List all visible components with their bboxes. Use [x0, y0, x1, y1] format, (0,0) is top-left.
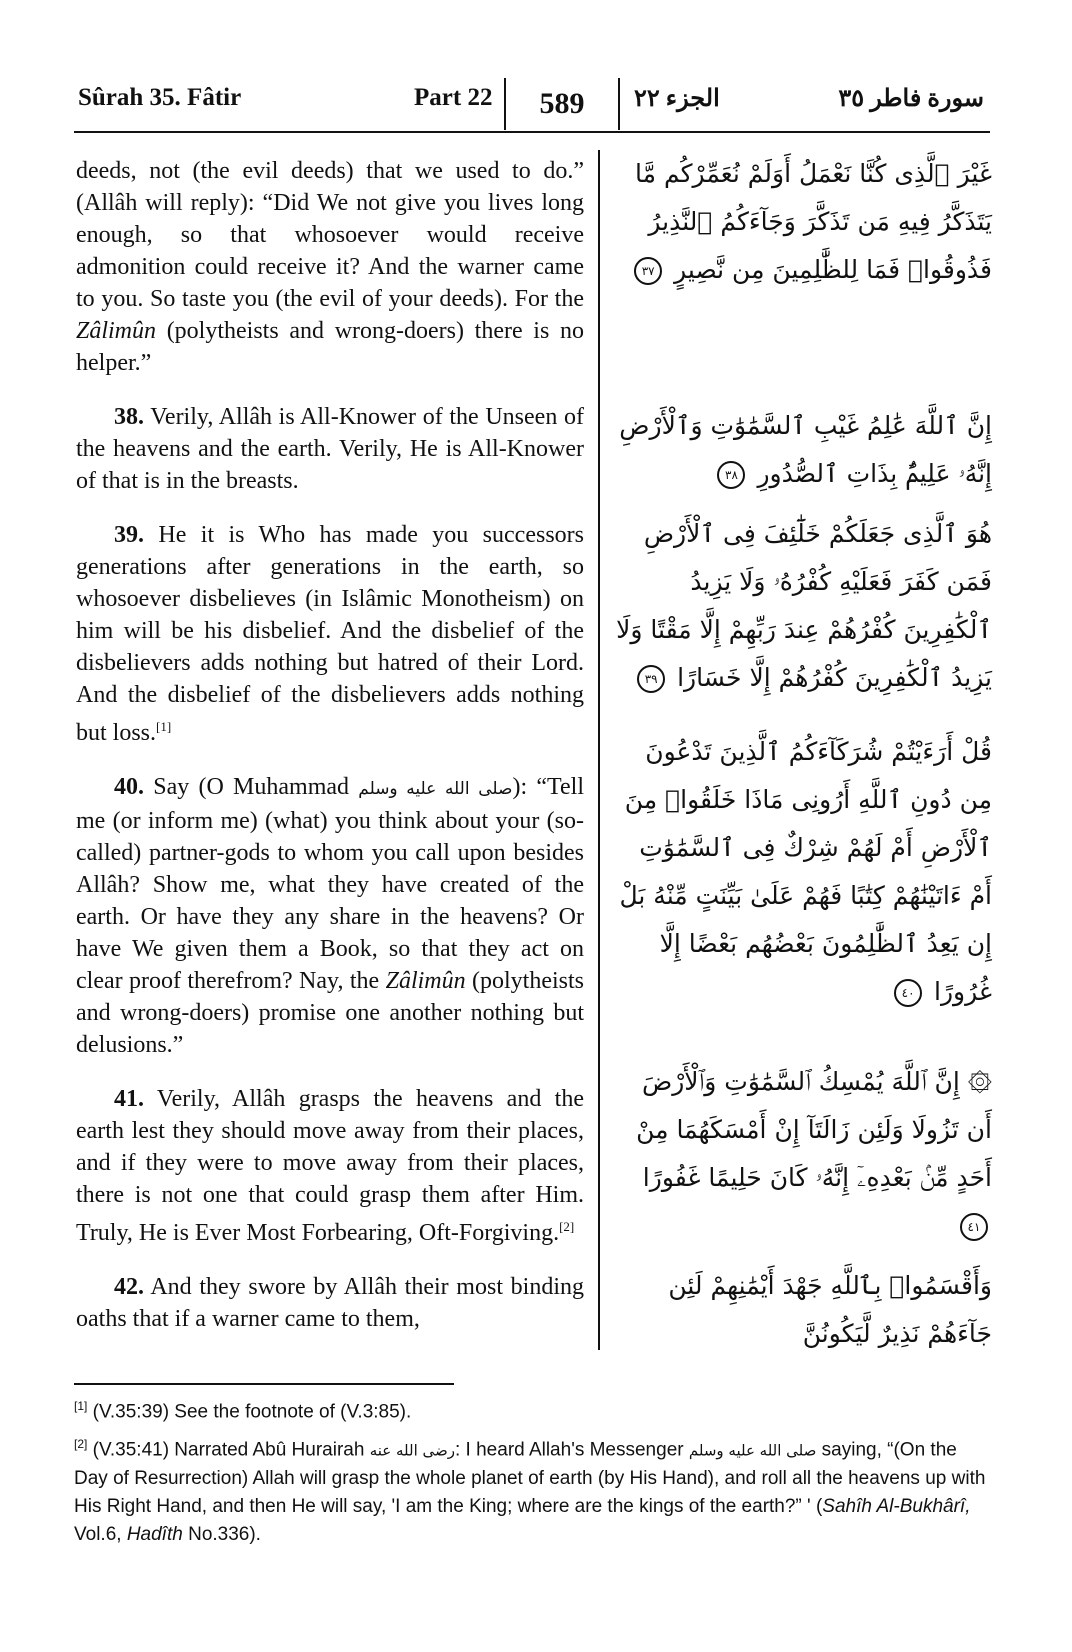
- arabic-verse-37: غَيْرَ ٱلَّذِى كُنَّا نَعْمَلُ أَوَلَمْ نُعَمِّرْكُم مَّا يَتَذَكَّرُ فِيهِ مَن تَذَكَّرَ وَجَآءَكُمُ ٱلنَّذِيرُ فَذُوقُوا۟ فَمَا لِلظَّٰلِمِينَ مِن نَّصِيرٍ ٣٧: [635, 159, 992, 284]
- footnote-2: [2] (V.35:41) Narrated Abû Hurairah رضى الله عنه: I heard Allah's Messenger صلى الله عليه وسلم saying, “(On the Day of Resurrection) Allah will grasp the whole planet of earth (by His Hand), and roll all the heavens up with His Right Hand, and then He will say, 'I am the King; where are the kings of the earth?” ' (Sahîh Al-Bukhârî, Vol.6, Hadîth No.336).: [74, 1437, 986, 1545]
- footnote-ref-1: [1]: [156, 719, 172, 734]
- footnote-rule: [74, 1383, 454, 1385]
- verse-42: 42. And they swore by Allâh their most binding oaths that if a warner came to them,: [76, 1274, 584, 1332]
- arabic-verse-38: إِنَّ ٱللَّهَ عَٰلِمُ غَيْبِ ٱلسَّمَٰوَٰتِ وَٱلْأَرْضِ إِنَّهُۥ عَلِيمٌۢ بِذَاتِ ٱلصُّدُورِ ٣٨: [619, 411, 992, 488]
- verse-38: 38. Verily, Allâh is All-Knower of the Unseen of the heavens and the earth. Verily, He is All-Knower of that is in the breasts.: [76, 404, 584, 494]
- verse-37-continued: deeds, not (the evil deeds) that we used to do.” (Allâh will reply): “Did We not give you lives long enough, so that whosoever would receive admonition could receive it? And the warner came to you. So taste you (the evil of your deeds). For the Zâlimûn (polytheists and wrong-doers) there is no helper.”: [76, 158, 584, 376]
- salawat-ar: صلى الله عليه وسلم: [358, 779, 513, 799]
- part-label-en: Part 22: [414, 84, 493, 111]
- juz-label-ar: الجزء ٢٢: [634, 86, 720, 112]
- page-header: [74, 78, 990, 130]
- header-rule: [74, 131, 990, 133]
- footnotes: [74, 1392, 990, 1553]
- verse-39: 39. He it is Who has made you successors generations after generations in the earth, so whosoever disbelieves (in Islâmic Monotheism) on him will be his disbelief. And the disbelief of the disbelievers adds nothing but hatred of their Lord. And the disbelief of the disbelievers adds nothing but loss.[1]: [76, 522, 584, 746]
- ayah-end-marker: ٤١: [960, 1213, 988, 1241]
- page-number: 589: [539, 87, 585, 120]
- arabic-verse-41: ۞ إِنَّ ٱللَّهَ يُمْسِكُ ٱلسَّمَٰوَٰتِ وَٱلْأَرْضَ أَن تَزُولَا وَلَئِن زَالَتَآ إِنْ أَمْسَكَهُمَا مِنْ أَحَدٍ مِّنۢ بَعْدِهِۦٓ إِنَّهُۥ كَانَ حَلِيمًا غَفُورًا ٤١: [614, 1058, 992, 1250]
- surah-title-ar: سورة فاطر ٣٥: [838, 86, 984, 112]
- verse-41: 41. Verily, Allâh grasps the heavens and the earth lest they should move away from their places, and if they were to move away from their places, there is not one that could grasp them after Him. Truly, He is Ever Most Forbearing, Oft-Forgiving.[2]: [76, 1086, 584, 1246]
- surah-title-en: Sûrah 35. Fâtir: [78, 84, 242, 111]
- page-number-box: [504, 78, 620, 130]
- ayah-end-marker: ٤٠: [894, 979, 922, 1007]
- ayah-end-marker: ٣٧: [634, 257, 662, 285]
- ayah-end-marker: ٣٨: [717, 461, 745, 489]
- english-translation: [76, 155, 584, 1357]
- footnote-ref-2: [2]: [559, 1219, 575, 1234]
- ayah-end-marker: ٣٩: [637, 665, 665, 693]
- arabic-verse-40: قُلْ أَرَءَيْتُمْ شُرَكَآءَكُمُ ٱلَّذِينَ تَدْعُونَ مِن دُونِ ٱللَّهِ أَرُونِى مَاذَا خَلَقُوا۟ مِنَ ٱلْأَرْضِ أَمْ لَهُمْ شِرْكٌ فِى ٱلسَّمَٰوَٰتِ أَمْ ءَاتَيْنَٰهُمْ كِتَٰبًا فَهُمْ عَلَىٰ بَيِّنَتٍ مِّنْهُ بَلْ إِن يَعِدُ ٱلظَّٰلِمُونَ بَعْضُهُم بَعْضًا إِلَّا غُرُورًا ٤٠: [619, 737, 992, 1006]
- arabic-verse-42: وَأَقْسَمُوا۟ بِٱللَّهِ جَهْدَ أَيْمَٰنِهِمْ لَئِن جَآءَهُمْ نَذِيرٌ لَّيَكُونُنَّ: [668, 1271, 992, 1348]
- column-divider: [598, 150, 600, 1350]
- arabic-verse-39: هُوَ ٱلَّذِى جَعَلَكُمْ خَلَٰٓئِفَ فِى ٱلْأَرْضِ فَمَن كَفَرَ فَعَلَيْهِ كُفْرُهُۥ وَلَا يَزِيدُ ٱلْكَٰفِرِينَ كُفْرُهُمْ عِندَ رَبِّهِمْ إِلَّا مَقْتًا وَلَا يَزِيدُ ٱلْكَٰفِرِينَ كُفْرُهُمْ إِلَّا خَسَارًا ٣٩: [616, 519, 992, 692]
- footnote-1: [1] (V.35:39) See the footnote of (V.3:85).: [74, 1399, 412, 1423]
- verse-40: 40. Say (O Muhammad صلى الله عليه وسلم): “Tell me (or inform me) (what) you think about your (so-called) partner-gods to whom you call upon besides Allâh? Show me, what they have created of the earth. Or have they any share in the heavens? Or have We given them a Book, so that they act on clear proof therefrom? Nay, the Zâlimûn (polytheists and wrong-doers) promise one another nothing but delusions.”: [76, 774, 584, 1058]
